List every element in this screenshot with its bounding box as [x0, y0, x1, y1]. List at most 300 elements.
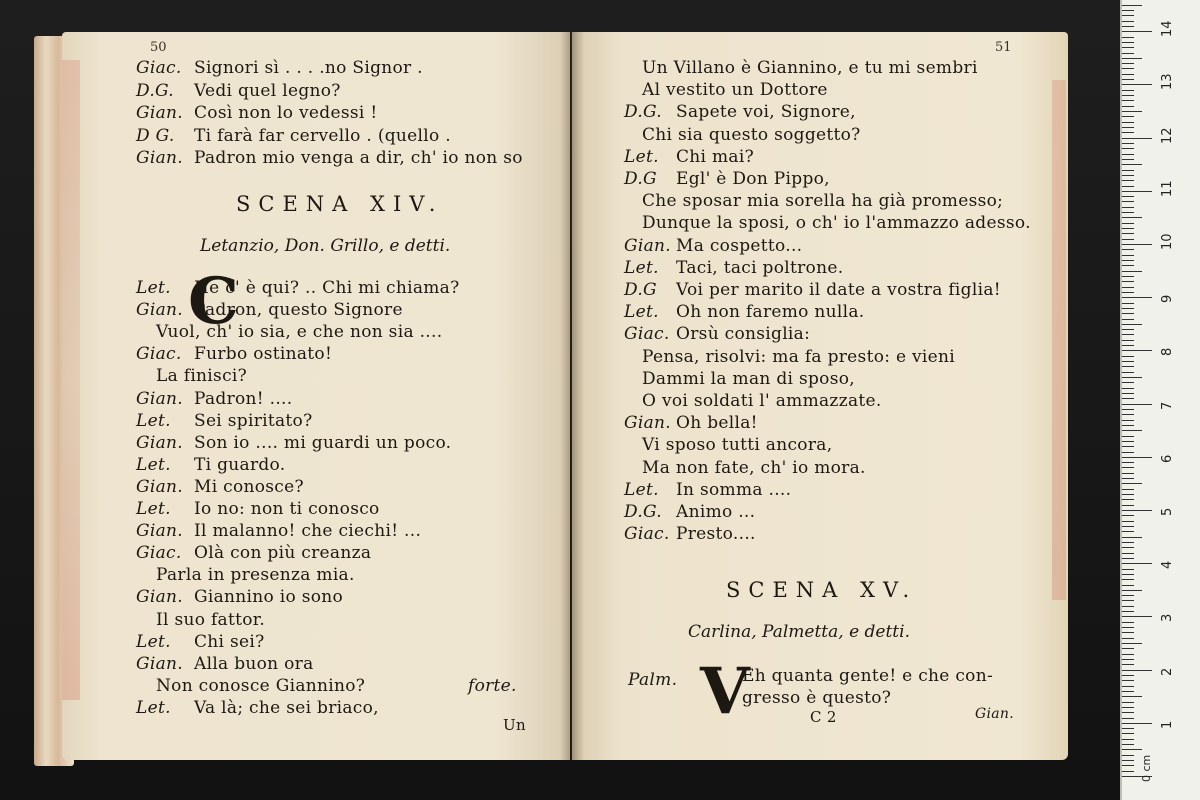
- dialogue-line: [136, 455, 286, 475]
- left-catchword: Un: [503, 716, 526, 734]
- speaker-name: Let.: [136, 697, 171, 718]
- speech-text: Oh non faremo nulla.: [676, 302, 865, 323]
- right-edge-stain: [1052, 80, 1066, 600]
- ruler-tick: [1122, 686, 1134, 687]
- speech-text: Orsù consiglia:: [676, 324, 811, 345]
- speaker-name: Let.: [624, 146, 659, 167]
- dialogue-line: [136, 103, 377, 123]
- ruler-tick: [1122, 180, 1134, 181]
- dropcap-v: V: [700, 654, 750, 729]
- ruler-tick: [1122, 542, 1134, 543]
- speech-text: Chi mai?: [676, 146, 755, 167]
- speech-text: Vedi quel legno?: [194, 80, 341, 101]
- ruler-tick: [1122, 659, 1134, 660]
- ruler-tick: [1122, 723, 1152, 724]
- ruler-tick: [1122, 334, 1134, 335]
- ruler-tick: [1122, 648, 1134, 649]
- ruler-tick: [1122, 37, 1134, 38]
- ruler-number: 8: [1160, 348, 1175, 357]
- scene-xv-title: SCENA XV.: [726, 578, 918, 602]
- ruler-tick: [1122, 122, 1134, 123]
- ruler-tick: [1122, 186, 1134, 187]
- ruler-tick: [1122, 494, 1134, 495]
- ruler-tick: [1122, 712, 1134, 713]
- ruler-tick: [1122, 563, 1152, 564]
- ruler-tick: [1122, 558, 1134, 559]
- speaker-name: Gian.: [624, 413, 672, 434]
- ruler-tick: [1122, 26, 1134, 27]
- ruler-number: 9: [1160, 294, 1175, 304]
- dialogue-line: [136, 322, 442, 342]
- ruler-number: 13: [1160, 73, 1175, 91]
- dialogue-line: [136, 565, 355, 585]
- ruler-tick: [1122, 398, 1134, 399]
- speaker-name: Gian.: [136, 432, 184, 453]
- speech-text: Son io .... mi guardi un poco.: [194, 432, 452, 453]
- ruler-tick: [1122, 148, 1134, 149]
- speech-text: Ti guardo.: [194, 454, 286, 475]
- speech-text: Così non lo vedessi !: [194, 103, 378, 123]
- ruler-tick: [1122, 138, 1152, 139]
- speaker-name: Gian.: [136, 103, 184, 123]
- speaker-name: Gian.: [136, 388, 184, 409]
- speech-text: Non conosce Giannino?: [156, 675, 366, 696]
- speech-text: Taci, taci poltrone.: [676, 257, 844, 278]
- speaker-name: D.G.: [624, 502, 663, 522]
- ruler-tick: [1122, 15, 1134, 16]
- ruler-tick: [1122, 611, 1134, 612]
- right-page-number: 51: [995, 40, 1012, 55]
- speaker-name: Giac.: [624, 324, 670, 345]
- scene-xiv-title: SCENA XIV.: [236, 192, 444, 216]
- ruler-tick: [1122, 154, 1134, 155]
- dialogue-line: [624, 125, 861, 145]
- dialogue-line: [624, 458, 866, 478]
- final-line-2: gresso è questo?: [742, 688, 892, 708]
- ruler-tick: [1122, 382, 1134, 383]
- dialogue-line: [624, 413, 758, 433]
- ruler-tick: [1122, 505, 1134, 506]
- dialogue-line: [136, 300, 403, 320]
- ruler-tick: [1122, 414, 1134, 415]
- ruler-tick: [1122, 303, 1134, 304]
- speaker-name: D G.: [136, 125, 175, 146]
- speech-text: Sei spiritato?: [194, 410, 313, 431]
- dialogue-line: [136, 58, 423, 78]
- speech-text: Vi sposo tutti ancora,: [642, 435, 833, 456]
- ruler-tick: [1122, 228, 1134, 229]
- ruler-tick: [1122, 127, 1134, 128]
- dialogue-line: [136, 610, 265, 630]
- ruler-tick: [1122, 281, 1134, 282]
- ruler-tick: [1122, 531, 1134, 532]
- ruler-tick: [1122, 702, 1134, 703]
- speaker-name: Let.: [624, 257, 659, 278]
- ruler-tick: [1122, 233, 1134, 234]
- ruler-tick: [1122, 377, 1142, 378]
- ruler-tick: [1122, 239, 1134, 240]
- ruler-tick: [1122, 622, 1134, 623]
- ruler-tick: [1122, 308, 1134, 309]
- ruler-tick: [1122, 111, 1142, 112]
- speech-text: Animo ...: [676, 502, 756, 522]
- ruler-tick: [1122, 483, 1142, 484]
- ruler-tick: [1122, 675, 1134, 676]
- ruler-tick: [1122, 755, 1134, 756]
- signature-mark: C 2: [810, 708, 837, 726]
- dialogue-line: [136, 126, 451, 146]
- ruler-tick: [1122, 324, 1142, 325]
- ruler-tick: [1122, 207, 1134, 208]
- final-speaker: Palm.: [628, 670, 678, 690]
- ruler-tick: [1122, 345, 1134, 346]
- ruler-tick: [1122, 510, 1152, 511]
- ruler-number: 5: [1160, 507, 1175, 516]
- ruler-tick: [1122, 404, 1152, 405]
- ruler-tick: [1122, 313, 1134, 314]
- dialogue-line: [624, 258, 843, 278]
- speaker-name: Gian.: [136, 300, 184, 321]
- ruler-tick: [1122, 47, 1134, 48]
- ruler-tick: [1122, 590, 1142, 591]
- dialogue-line: [136, 698, 379, 718]
- ruler-number: 7: [1160, 401, 1175, 410]
- speech-text: Chi sia questo soggetto?: [642, 124, 861, 145]
- ruler-tick: [1122, 478, 1134, 479]
- ruler-tick: [1122, 292, 1134, 293]
- ruler-tick: [1122, 249, 1134, 250]
- ruler-tick: [1122, 255, 1134, 256]
- scene-xiv-cast: Letanzio, Don. Grillo, e detti.: [200, 236, 451, 256]
- ruler-tick: [1122, 521, 1134, 522]
- speech-text: Oh bella!: [676, 413, 758, 434]
- dialogue-line: [624, 280, 1001, 300]
- dialogue-line: [624, 80, 828, 100]
- dialogue-line: [624, 391, 882, 411]
- ruler-tick: [1122, 569, 1134, 570]
- dialogue-line: [136, 366, 247, 386]
- ruler-tick: [1122, 68, 1134, 69]
- ruler-tick: [1122, 707, 1134, 708]
- speaker-name: Let.: [136, 410, 171, 431]
- ruler-tick: [1122, 372, 1134, 373]
- speaker-name: Gian.: [624, 235, 672, 256]
- ruler-number: 6: [1160, 454, 1175, 463]
- ruler-tick: [1122, 654, 1134, 655]
- speech-text: Il malanno! che ciechi! ...: [194, 521, 422, 542]
- speech-text: Che sposar mia sorella ha già promesso;: [642, 191, 1004, 212]
- dialogue-line: [624, 191, 1003, 211]
- speech-text: Padron mio venga a dir, ch' io non so: [194, 148, 523, 168]
- ruler-tick: [1122, 430, 1142, 431]
- ruler-tick: [1122, 170, 1134, 171]
- speech-text: Voi per marito il date a vostra figlia!: [676, 280, 1001, 300]
- dialogue-line: [624, 502, 755, 522]
- ruler-tick: [1122, 329, 1134, 330]
- ruler-tick: [1122, 276, 1134, 277]
- ruler-tick: [1122, 143, 1134, 144]
- dialogue-line: [136, 433, 451, 453]
- dialogue-line: [136, 654, 314, 674]
- ruler-tick: [1122, 79, 1134, 80]
- ruler-tick: [1122, 116, 1134, 117]
- speech-text: He c' è qui? .. Chi mi chiama?: [194, 278, 460, 298]
- ruler-tick: [1122, 627, 1134, 628]
- speech-text: Sapete voi, Signore,: [676, 102, 856, 123]
- ruler-tick: [1122, 319, 1134, 320]
- ruler-tick: [1122, 691, 1134, 692]
- ruler-tick: [1122, 574, 1134, 575]
- ruler-tick: [1122, 90, 1134, 91]
- ruler-tick: [1122, 223, 1134, 224]
- dialogue-line: [136, 676, 365, 696]
- speech-text: Pensa, risolvi: ma fa presto: e vieni: [642, 346, 956, 367]
- ruler-tick: [1122, 638, 1134, 639]
- speech-text: Ma cospetto...: [676, 235, 803, 256]
- dialogue-line: [624, 236, 802, 256]
- ruler-tick: [1122, 175, 1134, 176]
- stage-direction: forte.: [468, 676, 517, 696]
- ruler-tick: [1122, 217, 1142, 218]
- dialogue-line: [624, 480, 791, 500]
- speech-text: Ma non fate, ch' io mora.: [642, 457, 866, 478]
- speech-text: Padron, questo Signore: [194, 300, 403, 321]
- ruler-tick: [1122, 356, 1134, 357]
- ruler-tick: [1122, 733, 1134, 734]
- ruler-tick: [1122, 164, 1142, 165]
- dialogue-line: [136, 521, 421, 541]
- speech-text: Furbo ostinato!: [194, 344, 333, 365]
- ruler-tick: [1122, 680, 1134, 681]
- speaker-name: Let.: [136, 631, 171, 652]
- speaker-name: Gian.: [136, 148, 184, 168]
- speech-text: Giannino io sono: [194, 587, 344, 608]
- speech-text: Il suo fattor.: [156, 609, 266, 630]
- ruler-tick: [1122, 271, 1142, 272]
- speech-text: Alla buon ora: [194, 653, 314, 674]
- ruler-unit-label: 0 cm: [1140, 754, 1153, 782]
- ruler-tick: [1122, 441, 1134, 442]
- speech-text: Signori sì . . . .no Signor .: [194, 58, 423, 78]
- ruler-tick: [1122, 31, 1152, 32]
- speaker-name: Let.: [624, 302, 659, 323]
- dialogue-line: [136, 543, 371, 563]
- ruler-tick: [1122, 718, 1134, 719]
- ruler-number: 2: [1160, 667, 1175, 676]
- ruler-tick: [1122, 53, 1134, 54]
- dialogue-line: [624, 524, 756, 544]
- ruler-tick: [1122, 425, 1134, 426]
- ruler-tick: [1122, 452, 1134, 453]
- ruler-tick: [1122, 63, 1134, 64]
- ruler-tick: [1122, 467, 1134, 468]
- dialogue-line: [136, 477, 304, 497]
- ruler-tick: [1122, 616, 1152, 617]
- dialogue-line: [136, 81, 341, 101]
- speaker-name: Giac.: [136, 58, 182, 78]
- ruler-tick: [1122, 670, 1152, 671]
- speech-text: Padron! ....: [194, 388, 293, 409]
- right-catchword: Gian.: [975, 706, 1014, 722]
- ruler-tick: [1122, 739, 1134, 740]
- ruler-tick: [1122, 42, 1134, 43]
- ruler-tick: [1122, 696, 1142, 697]
- dialogue-line: [624, 58, 978, 78]
- ruler-tick: [1122, 457, 1152, 458]
- dialogue-line: [136, 499, 380, 519]
- speaker-name: Gian.: [136, 521, 184, 542]
- left-edge-stain: [62, 60, 80, 700]
- speech-text: O voi soldati l' ammazzate.: [642, 391, 882, 411]
- ruler-tick: [1122, 436, 1134, 437]
- speech-text: Un Villano è Giannino, e tu mi sembri: [642, 58, 978, 78]
- dialogue-line: [136, 344, 332, 364]
- ruler-number: 1: [1160, 720, 1175, 729]
- ruler-tick: [1122, 744, 1134, 745]
- ruler-tick: [1122, 350, 1152, 351]
- ruler-tick: [1122, 74, 1134, 75]
- speech-text: La finisci?: [156, 366, 248, 387]
- ruler-tick: [1122, 765, 1134, 766]
- speech-text: Dammi la man di sposo,: [642, 368, 855, 389]
- ruler-tick: [1122, 579, 1134, 580]
- ruler-tick: [1122, 159, 1134, 160]
- ruler-tick: [1122, 58, 1142, 59]
- ruler-number: 4: [1160, 560, 1175, 570]
- ruler-tick: [1122, 201, 1134, 202]
- dialogue-line: [136, 148, 523, 168]
- dialogue-line: [624, 302, 865, 322]
- ruler-tick: [1122, 547, 1134, 548]
- speech-text: Parla in presenza mia.: [156, 565, 355, 586]
- ruler-tick: [1122, 749, 1142, 750]
- speaker-name: Gian.: [136, 653, 184, 674]
- speech-text: Vuol, ch' io sia, e che non sia ....: [156, 322, 443, 343]
- speaker-name: Giac.: [136, 543, 182, 564]
- ruler-tick: [1122, 462, 1134, 463]
- dialogue-line: [624, 369, 855, 389]
- ruler-tick: [1122, 664, 1134, 665]
- dialogue-line: [624, 147, 754, 167]
- ruler-tick: [1122, 771, 1134, 772]
- speaker-name: Gian.: [136, 476, 184, 497]
- speech-text: Al vestito un Dottore: [642, 80, 828, 101]
- ruler-tick: [1122, 728, 1134, 729]
- ruler-tick: [1122, 297, 1152, 298]
- left-page-number: 50: [150, 40, 167, 55]
- ruler-tick: [1122, 5, 1142, 6]
- ruler-number: 10: [1160, 233, 1175, 250]
- ruler-tick: [1122, 366, 1134, 367]
- ruler-tick: [1122, 760, 1134, 761]
- ruler-tick: [1122, 420, 1134, 421]
- speaker-name: Let.: [136, 499, 171, 519]
- dialogue-line: [624, 169, 830, 189]
- speech-text: Io no: non ti conosco: [194, 499, 380, 519]
- dialogue-line: [624, 102, 856, 122]
- speaker-name: D.G.: [624, 102, 663, 123]
- ruler-tick: [1122, 595, 1134, 596]
- speaker-name: Let.: [624, 479, 659, 500]
- ruler-tick: [1122, 191, 1152, 192]
- ruler-tick: [1122, 340, 1134, 341]
- ruler-tick: [1122, 196, 1134, 197]
- ruler-tick: [1122, 409, 1134, 410]
- ruler-tick: [1122, 585, 1134, 586]
- ruler-tick: [1122, 489, 1134, 490]
- dialogue-line: [624, 347, 955, 367]
- ruler-tick: [1122, 537, 1142, 538]
- ruler-tick: [1122, 21, 1134, 22]
- speech-text: Olà con più creanza: [194, 543, 372, 564]
- ruler-tick: [1122, 393, 1134, 394]
- ruler-tick: [1122, 446, 1134, 447]
- dialogue-line: [136, 632, 265, 652]
- speaker-name: D.G: [624, 280, 657, 300]
- speech-text: Ti farà far cervello . (quello .: [194, 125, 451, 146]
- dialogue-line: [136, 278, 460, 298]
- speech-text: Chi sei?: [194, 631, 265, 652]
- speaker-name: D.G: [624, 169, 657, 189]
- ruler-number: 11: [1160, 180, 1175, 197]
- ruler-tick: [1122, 260, 1134, 261]
- speech-text: Mi conosce?: [194, 476, 304, 497]
- ruler-tick: [1122, 553, 1134, 554]
- speaker-name: D.G.: [136, 80, 175, 101]
- ruler-number: 12: [1160, 127, 1175, 144]
- ruler-tick: [1122, 600, 1134, 601]
- ruler-tick: [1122, 526, 1134, 527]
- speech-text: Presto....: [676, 524, 756, 545]
- speaker-name: Giac.: [136, 344, 182, 365]
- ruler-tick: [1122, 100, 1134, 101]
- ruler-tick: [1122, 132, 1134, 133]
- ruler-number: 3: [1160, 614, 1175, 623]
- ruler-tick: [1122, 95, 1134, 96]
- speech-text: In somma ....: [676, 479, 792, 500]
- dialogue-line: [136, 411, 313, 431]
- ruler-tick: [1122, 287, 1134, 288]
- speech-text: Va là; che sei briaco,: [194, 697, 379, 718]
- final-line-1: Eh quanta gente! e che con-: [742, 666, 994, 686]
- ruler-tick: [1122, 212, 1134, 213]
- scene-xv-cast: Carlina, Palmetta, e detti.: [688, 622, 910, 642]
- dialogue-line: [624, 213, 1031, 233]
- ruler-tick: [1122, 473, 1134, 474]
- ruler-tick: [1122, 265, 1134, 266]
- ruler-number: 14: [1160, 20, 1175, 38]
- ruler-tick: [1122, 244, 1152, 245]
- speaker-name: Let.: [136, 278, 171, 298]
- ruler-tick: [1122, 388, 1134, 389]
- book-gutter: [560, 32, 584, 760]
- ruler-tick: [1122, 499, 1134, 500]
- ruler-tick: [1122, 106, 1134, 107]
- ruler-tick: [1122, 10, 1134, 11]
- dropcap-c: C: [188, 264, 239, 339]
- dialogue-line: [624, 324, 810, 344]
- ruler-tick: [1122, 632, 1134, 633]
- ruler-tick: [1122, 606, 1134, 607]
- ruler-tick: [1122, 643, 1142, 644]
- speaker-name: Gian.: [136, 587, 184, 608]
- ruler-tick: [1122, 84, 1152, 85]
- speaker-name: Giac.: [624, 524, 670, 545]
- speaker-name: Let.: [136, 454, 171, 475]
- ruler-tick: [1122, 515, 1134, 516]
- speech-text: Dunque la sposi, o ch' io l'ammazzo adesso.: [642, 213, 1031, 234]
- dialogue-line: [624, 435, 832, 455]
